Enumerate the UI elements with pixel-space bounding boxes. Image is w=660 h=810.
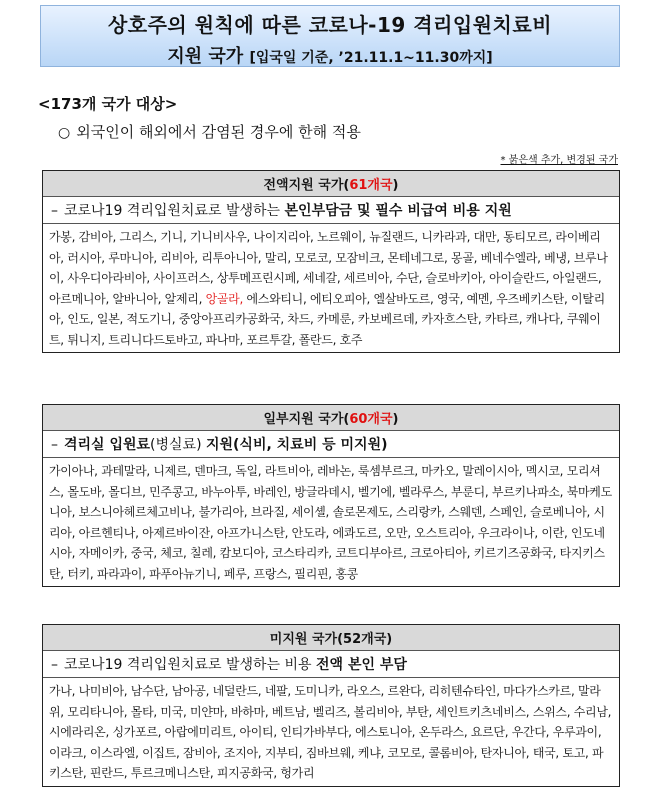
none-desc-text: 코로나19 격리입원치료로 발생하는 비용 [64,657,312,673]
full-desc-emphasis: 본인부담금 및 필수 비급여 비용 지원 [284,203,512,219]
scope-note-text: 외국인이 해외에서 감염된 경우에 한해 적용 [76,123,361,141]
partial-head-suffix: ) [392,412,399,427]
dash-icon: – [51,437,58,453]
none-desc-emphasis: 전액 본인 부담 [316,657,407,673]
full-head-prefix: 전액지원 국가( [263,178,350,193]
partial-desc-paren: (병실료) [150,437,202,453]
partial-support-box [42,404,620,587]
no-support-country-list: 가나, 나미비아, 남수단, 남아공, 네덜란드, 네팔, 도미니카, 라오스, 르완다, 리히텐슈타인, 마다가스카르, 말라위, 모리타니아, 몰타, 미국, 미얀마, 바하마, 베트남, 벨리즈, 볼리비아, 부탄, 세인트키츠네비스, 스위스, 수리남, 시에라리온, 싱가포르, 아랍에미리트, 아이티, 인티가바부다, 에스토니아, 온두라스, 요르단, 우간다, 우루과이, 이라크, 이스라엘, 이집트, 잠비아, 조지아, 지부티, 짐바브웨, 케냐, 코모로, 콜롬비아, 탄자니아, 태국, 토고, 파키스탄, 핀란드, 투르크메니스탄, 피지공화국, 헝가리 [49,684,612,780]
partial-support-description [43,431,619,458]
title-banner [40,5,620,67]
no-support-box [42,624,620,787]
partial-desc-emphasis-2: 지원(식비, 치료비 등 미지원) [205,437,388,453]
circle-bullet-icon: ○ [58,125,71,141]
partial-support-header [43,405,619,431]
scope-note [58,121,361,142]
dash-icon: – [51,657,58,673]
dash-icon: – [51,203,58,219]
partial-support-country-list: 가이아나, 과테말라, 니제르, 덴마크, 독일, 라트비아, 레바논, 룩셈부르크, 마카오, 말레이시아, 멕시코, 모리셔스, 몰도바, 몰디브, 민주콩고, 바누아투, 바레인, 방글라데시, 벨기에, 벨라루스, 부룬디, 부르키나파소, 북마케도니아, 보스니아헤르체고비나, 불가리아, 브라질, 세이셸, 솔로몬제도, 스리랑카, 스웨덴, 스페인, 슬로베니아, 시리아, 아르헨티나, 아제르바이잔, 아프가니스탄, 안도라, 에콰도르, 오만, 오스트리아, 우크라이나, 이란, 인도네시아, 자메이카, 중국, 체코, 칠레, 캄보디아, 코스타리카, 코트디부아르, 크로아티아, 키르기즈공화국, 타지키스탄, 터키, 파라과이, 파푸아뉴기니, 페루, 프랑스, 필리핀, 홍콩 [49,464,612,581]
full-support-header [43,171,619,197]
section-heading: <173개 국가 대상> [38,95,178,113]
partial-head-count: 60개국 [349,412,393,427]
subtitle-main: 지원 국가 [167,46,244,67]
legend-note: * 붉은색 추가, 변경된 국가 [500,155,618,166]
page-title: 상호주의 원칙에 따른 코로나-19 격리입원치료비 [107,13,553,37]
subtitle-date-range: [입국일 기준, ’21.11.1~11.30까지] [249,50,493,66]
full-desc-text: 코로나19 격리입원치료로 발생하는 [64,203,281,219]
page-subtitle [41,42,619,68]
full-support-box [42,170,620,353]
full-support-country-list [43,224,619,352]
full-countries-added: 앙골라, [205,291,243,306]
full-head-count: 61개국 [349,178,393,193]
full-head-suffix: ) [392,178,399,193]
partial-desc-emphasis: 격리실 입원료 [64,437,151,453]
no-support-header: 미지원 국가(52개국) [43,625,619,651]
full-support-description [43,197,619,224]
partial-head-prefix: 일부지원 국가( [263,412,350,427]
full-countries-part2: 에스와티니, 에티오피아, 엘살바도르, 영국, 예멘, 우즈베키스탄, 이탈리아, 인도, 일본, 적도기니, 중앙아프리카공화국, 차드, 카메룬, 카보베르데, 카자흐스탄, 카타르, 캐나다, 쿠웨이트, 튀니지, 트리니다드토바고, 파나마, 포르투갈, 폴란드, 호주 [49,291,605,347]
full-countries-part1: 가봉, 감비아, 그리스, 기니, 기니비사우, 나이지리아, 노르웨이, 뉴질랜드, 니카라과, 대만, 동티모르, 라이베리아, 러시아, 루마니아, 리비아, 리투아니아, 말리, 모로코, 모잠비크, 몬테네그로, 몽골, 베네수엘라, 베냉, 브루나이, 사우디아라비아, 사이프러스, 상투메프린시페, 세네갈, 세르비아, 수단, 슬로바키아, 아이슬란드, 아일랜드, 아르메니아, 알바니아, 알제리, [49,230,608,306]
no-support-description [43,651,619,678]
